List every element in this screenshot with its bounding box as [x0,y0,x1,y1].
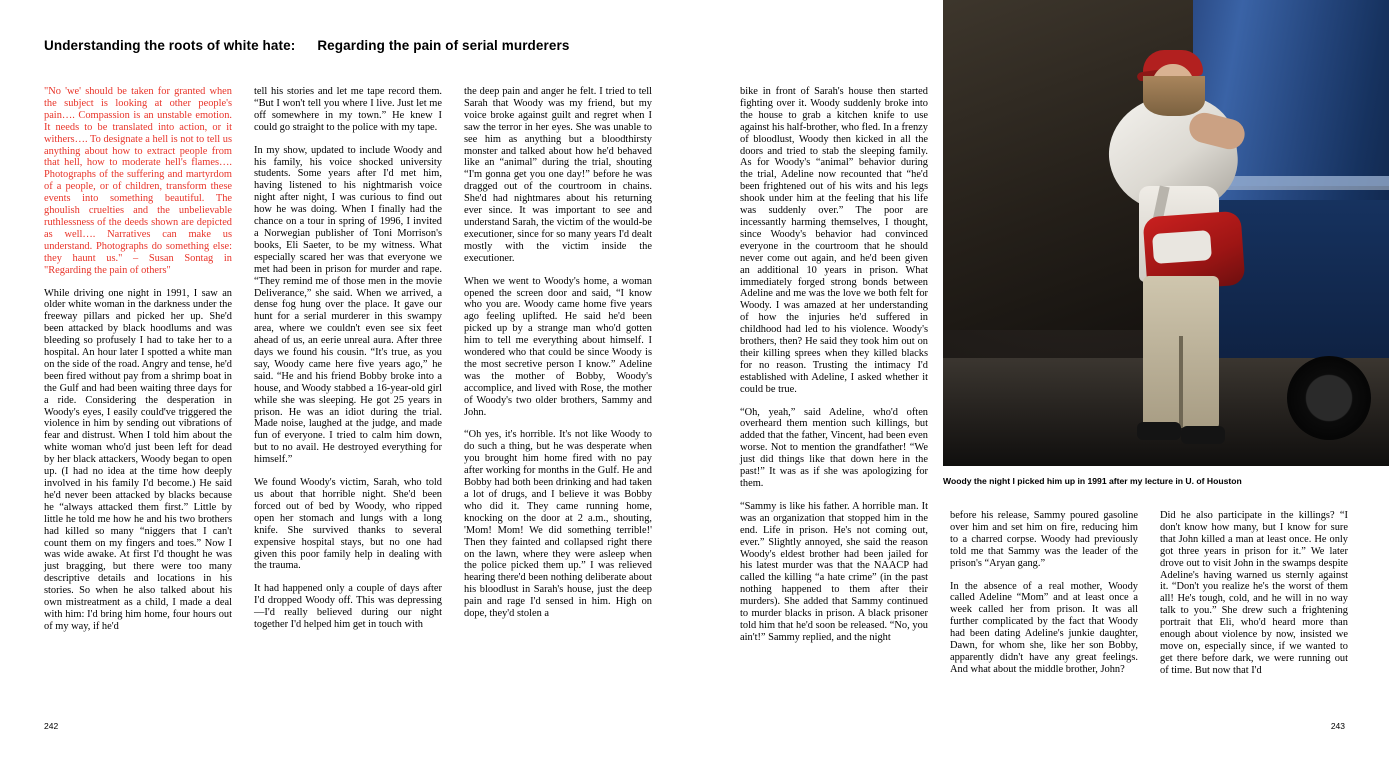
figure-leg-seam [1179,336,1183,428]
paragraph: “Oh yes, it's horrible. It's not like Woody to do such a thing, but he was desperate when you brought him home fired with no pay after working for months in the Gulf. He and Bobby had both been drinking and had taken a lot of drugs, and I believe it was Bobby who did it. They came running home, knocking on the door at 2 a.m., shouting, 'Mom! Mom! We did something terrible!' Then they fainted and collapsed right there on the lawn, where they were asleep when the police picked them up.” I was relieved hearing there'd been nothing deliberate about his bloodlust in Sarah's house, just the deep pain and rage I'd sensed in him. High on dope, they'd stolen a [464,429,652,620]
figure-hair [1143,76,1205,116]
text-column-5 [950,510,1138,687]
text-column-4 [740,86,928,644]
page-number-left: 242 [44,721,59,731]
paragraph: tell his stories and let me tape record them. “But I won't tell you where I live. Just let me off somewhere in my town.” He knew I could go straight to the police with my tape. [254,86,442,133]
paragraph: “Sammy is like his father. A horrible man. It was an organization that stopped him in the end. Life in prison. He's not coming out, ever.” Slightly annoyed, she said the reason Woody's eldest brother had been jailed for his latest murder was that the NAACP had called the killing “a hate crime” (in the past nothing happened to them after their murders). She added that Sammy continued to murder blacks in prison. A black prisoner told him that he'd soon be released. “No, you ain't!” Sammy replied, and the night [740,500,928,643]
paragraph: before his release, Sammy poured gasoline over him and set him on fire, reducing him to a charred corpse. Woody had previously told me that Sammy was the leader of the prison's “Aryan gang.” [950,510,1138,569]
photo-caption: Woody the night I picked him up in 1991 after my lecture in U. of Houston [943,476,1242,486]
pull-quote: "No 'we' should be taken for granted when the subject is looking at other people's pain…. Compassion is an unstable emotion. It needs to be translated into action, or it withers…. To designate a hell is not to tell us anything about how to extract people from that hell, how to moderate hell's flames…. Photographs of the suffering and martyrdom of a people, or of children, transform these events into something beautiful. The ghoulish cruelties and the unbelievable ruthlessness of the deeds shown are depicted as well…. Narratives can make us understand. Photographs do something else: they haunt us." – Susan Sontag in "Regarding the pain of others" [44,86,232,276]
photograph [943,0,1389,466]
text-column-3 [464,86,652,620]
paragraph: It had happened only a couple of days after I'd dropped Woody off. This was depressing—I'd really believed during our night together I'd helped him get in touch with [254,583,442,631]
photo-figure [1093,36,1283,456]
text-column-2 [254,86,442,631]
paragraph: Did he also participate in the killings? “I don't know how many, but I know for sure that John killed a man at least once. He only got three years in prison for it.” We later drove out to visit John in the swamps despite Adeline's having warned us sternly against it. “Don't you realize he's the worst of them all! He's tough, cold, and he will in no way talk to you.” She drew such a frightening portrait that Eli, who'd heard more than enough about violence by now, insisted we move on, especially since, if we wanted to get there before dark, we were running out of time. But now that I'd [1160,510,1348,676]
paragraph: In my show, updated to include Woody and his family, his voice shocked university students. Some years after I'd met him, having listened to his nightmarish voice night after night, I was curious to find out how he was doing. When I finally had the chance on a tour in spring of 1996, I invited a Norwegian publisher of Toni Morrison's books, Eli Saeter, to be my witness. What especially scared her was that everyone we met had been in prison for murder and rape. “They remind me of those men in the movie Deliverance,” she said. When we arrived, a dense fog hung over the place. It gave our hunt for a serial murderer in this swampy area, where we couldn't even see six feet ahead of us, an eerie unreal aura. After three days we found his cousin. “It's true, as you say, Woody came here five years ago,” he said. “He and his friend Bobby broke into a house, and Woody stabbed a 16-year-old girl while she was sleeping. He got 25 years in prison. He was an idiot during the trial. Made noise, laughed at the judge, and made fun of everyone. I tried to calm him down, but to no avail. He destroyed everything for himself.” [254,144,442,466]
headline-part-1: Understanding the roots of white hate: [44,38,296,53]
paragraph: “Oh, yeah,” said Adeline, who'd often overheard them mention such killings, but added that the father, Vincent, had been even worse. Not to mention the grandfather! “We just did things like that down here in the past!” It was as if she was apologizing for them. [740,406,928,489]
figure-shoe-left [1137,422,1181,440]
van-wheel [1287,356,1371,440]
paragraph: the deep pain and anger he felt. I tried to tell Sarah that Woody was my friend, but my voice broke against guilt and regret when I saw the terror in her eyes. She was unable to see him as anything but a bloodthirsty monster and talked about how he'd behaved like an “animal” during the trial, shouting “I'm gonna get you one day!” before he was dragged out of the courtroom in chains. She'd had nightmares about his returning ever since. It was important to see and understand Sarah, the victim of the would-be executioner, since for so many years I'd dealt mostly with the victim inside the executioner. [464,86,652,264]
paragraph: In the absence of a real mother, Woody called Adeline “Mom” and at least once a week called her from prison. It was all further complicated by the fact that Woody had been dating Adeline's junkie daughter, Dawn, for whom she, like her son Bobby, apparently didn't have any great feelings. And what about the middle brother, John? [950,580,1138,675]
paragraph: We found Woody's victim, Sarah, who told us about that horrible night. She'd been forced out of bed by Woody, who ripped open her stomach and lungs with a long knife. She survived thanks to several expensive hospital stays, but no one had given this poor family help in dealing with the trauma. [254,477,442,572]
paragraph: When we went to Woody's home, a woman opened the screen door and said, “I know who you are. Woody came home five years ago feeling uplifted. He said he'd been picked up by a strange man who'd gotten him to tell me everything about himself. I wondered who that could be since Woody is the most secretive person I know.” Adeline was the mother of Bobby, Woody's accomplice, and lived with Rose, the mother of Woody's two older brothers, Sammy and John. [464,275,652,418]
figure-duffel-panel [1152,230,1212,264]
figure-shoe-right [1181,426,1225,444]
text-column-1 [44,86,232,633]
page-title [44,38,664,53]
text-column-6 [1160,510,1348,688]
paragraph: While driving one night in 1991, I saw an older white woman in the darkness under the freeway pillars and picked her up. She'd been attacked by black hoodlums and was bleeding so profusely I had to take her to a hospital. An hour later I spotted a white man on the side of the road. Angry and tense, he'd been fired without pay from a shrimp boat in the Gulf and had been waiting three days for a ride. Considering the desperation in Woody's eyes, I easily could've triggered the violence in him by sending out vibrations of fear and distrust. When I told him about the white woman who'd just been left for dead by her black attackers, Woody began to open up. (I had no idea at the time how deeply involved in his family I'd become.) He said he'd never been attacked by blacks because he “always attacked them first.” Little by little he told me how he and his two brothers had killed so many “niggers that I can't count them on my fingers and toes.” Now I was wide awake. At first I'd thought he was just bragging, but there were too many descriptive details and locations in his stories. So when he also talked about his own mistreatment as a child, I made a deal with him: I'd bring him home, four hours out of my way, if he'd [44,287,232,632]
spread-gutter [694,0,695,777]
page-number-right: 243 [1330,721,1345,731]
headline-part-2: Regarding the pain of serial murderers [317,38,570,53]
paragraph: bike in front of Sarah's house then started fighting over it. Woody suddenly broke into the house to grab a kitchen knife to use against his half-brother, who fled. In a frenzy of bloodlust, Woody then kicked in all the doors and tried to stab the sleeping family. As for Woody's “animal” behavior during the trial, Adeline now recounted that “he'd been frightened out of his wits and his legs shook under him at the feeling that his life was suddenly over.” The poor are incessantly harming themselves, I thought, since Woody's behavior had convinced everyone in the courtroom that he should never come out again, and he'd been given an additional 10 years in prison. What immediately forged strong bonds between Adeline and me was the love we both felt for Woody. I was amazed at her understanding of how the injuries he'd suffered in childhood had led to his violence. Woody's brothers, then? He said they took him out on their killing sprees when they killed blacks for no reason. Trusting the intimacy I'd established with Adeline, I asked whether it could be true. [740,86,928,395]
